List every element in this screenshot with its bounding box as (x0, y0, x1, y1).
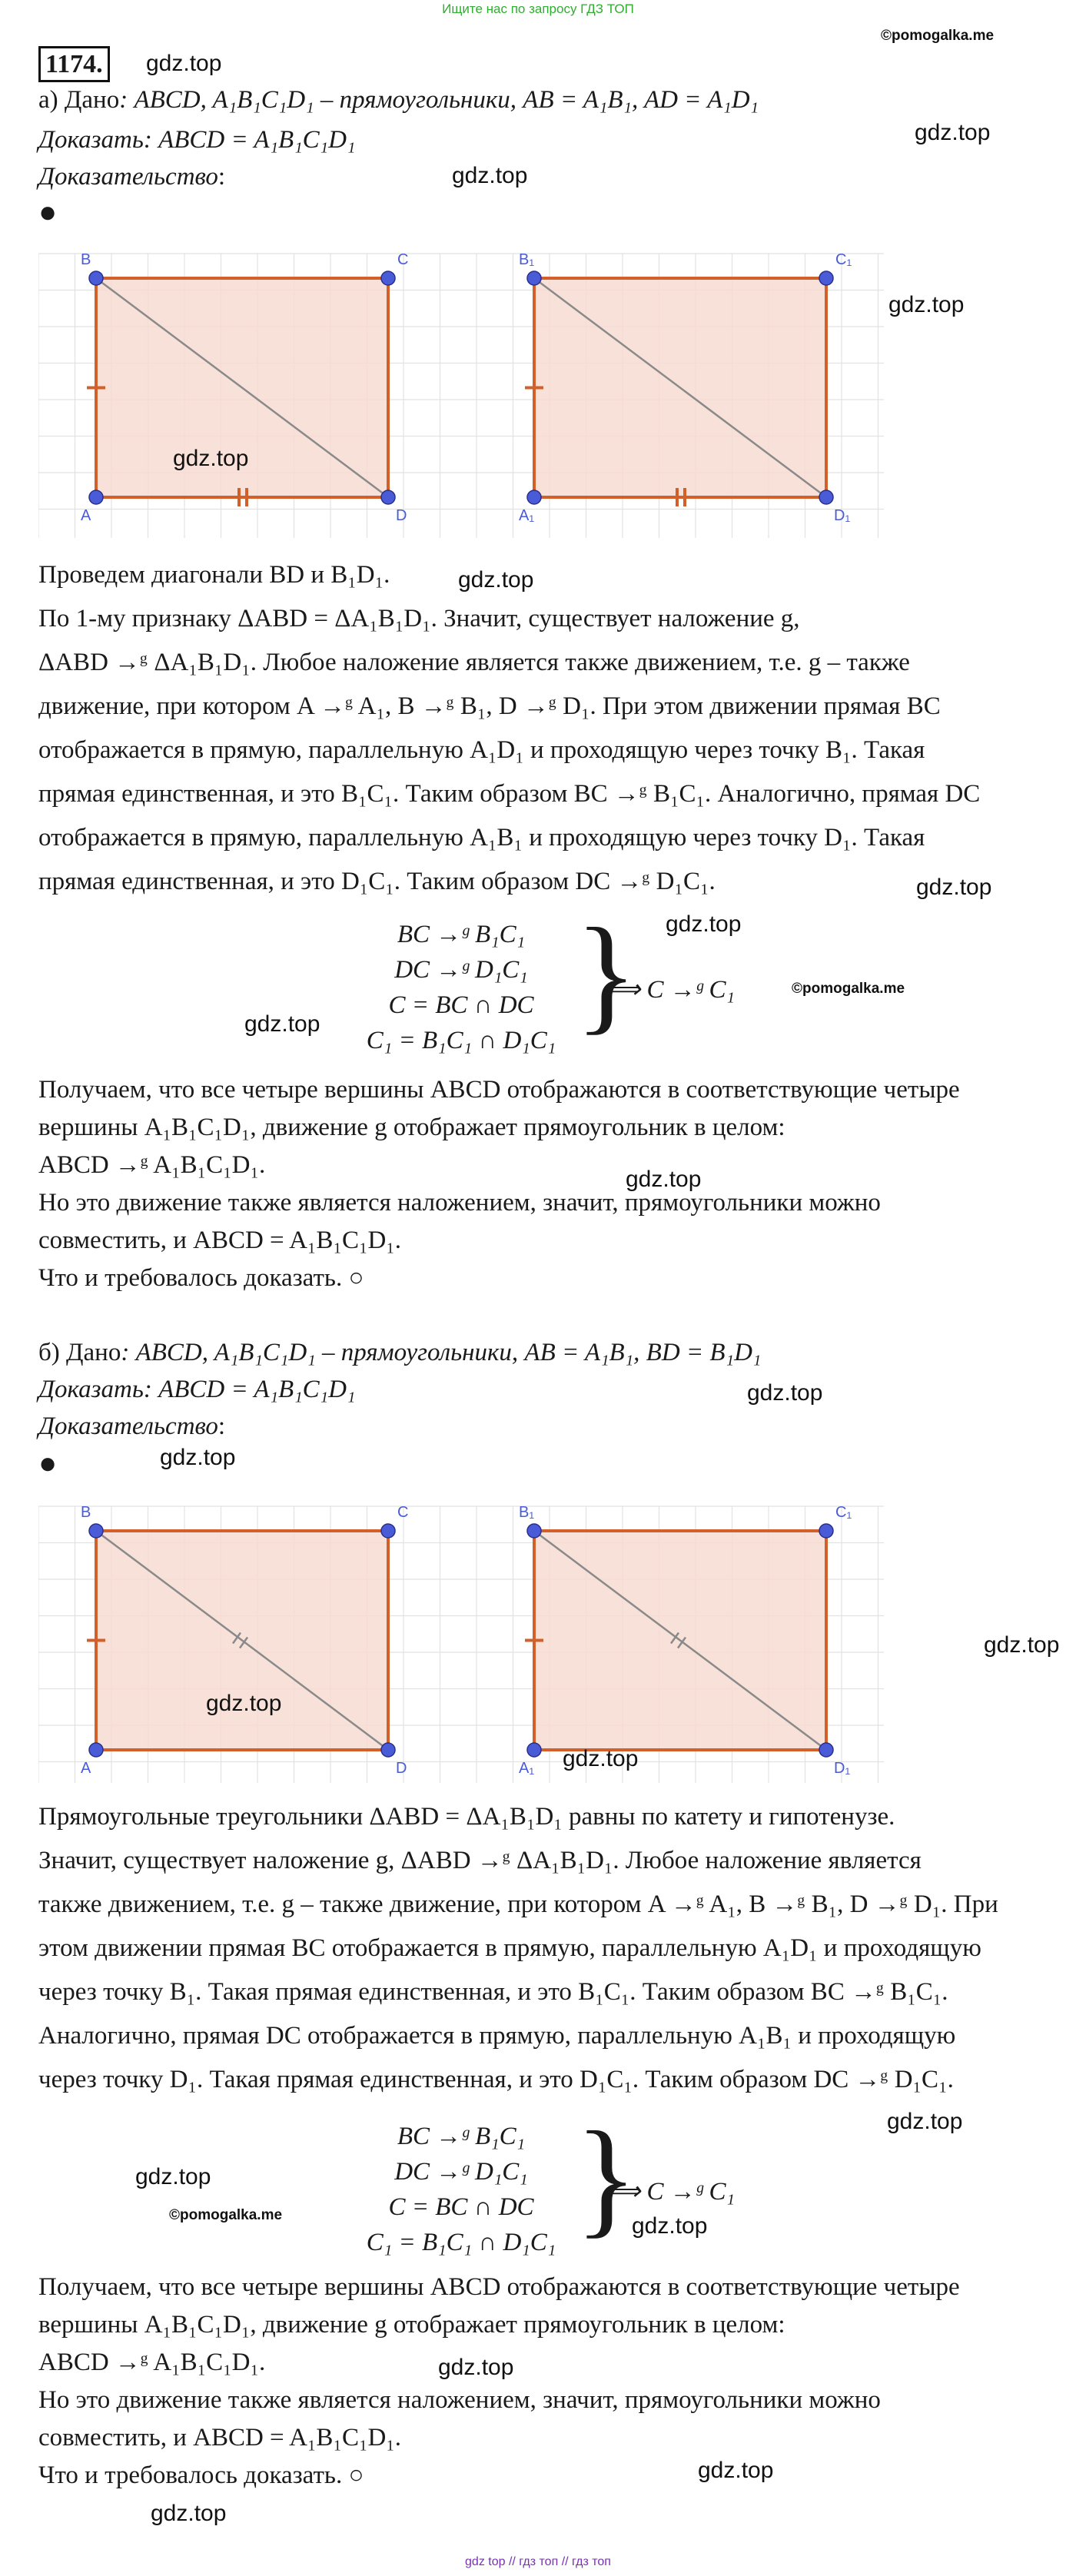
proof-line: ABCD →ᵍ A₁B₁C₁D₁. (38, 2349, 266, 2376)
proof-line: через точку B₁. Такая прямая единственная, и это B₁C₁. Таким образом BC →ᵍ B₁C₁. (38, 1978, 948, 2006)
top-banner[interactable]: Ищите нас по запросу ГДЗ ТОП (442, 2, 634, 16)
watermark: gdz.top (915, 120, 991, 145)
proof-line: прямая единственная, и это D₁C₁. Таким образом DC →ᵍ D₁C₁. (38, 868, 716, 895)
vertex-label: A₁ (519, 507, 535, 524)
system-a (338, 919, 584, 1061)
vertex-label: B (81, 251, 91, 268)
bullet: ● (38, 194, 58, 229)
vertex-point (819, 271, 833, 285)
watermark: gdz.top (160, 1445, 236, 1470)
system-line: C = BC ∩ DC (388, 991, 534, 1019)
given-text: : ABCD, A₁B₁C₁D₁ – прямоугольники, AB = A₁B₁, AD = A₁D₁ (119, 86, 759, 114)
vertex-point (381, 271, 395, 285)
system-line: C = BC ∩ DC (388, 2193, 534, 2221)
proof-line: Что и требовалось доказать. ○ (38, 1264, 364, 1292)
proof-line: Значит, существует наложение g, ΔABD →ᵍ ΔA₁B₁D₁. Любое наложение является (38, 1847, 922, 1874)
vertex-point (527, 1743, 541, 1757)
proof-line: также движением, т.е. g – также движение, при котором A →ᵍ A₁, B →ᵍ B₁, D →ᵍ D₁. При (38, 1891, 998, 1918)
task-number: 1174. (38, 46, 110, 82)
proof-line: движение, при котором A →ᵍ A₁, B →ᵍ B₁, D →ᵍ D₁. При этом движении прямая BC (38, 692, 941, 720)
proof-label: Доказательство (38, 163, 218, 191)
system-b (338, 2121, 584, 2262)
vertex-label: B₁ (519, 251, 535, 268)
system-line: DC →ᵍ D₁C₁ (394, 2158, 528, 2186)
vertex-point (527, 271, 541, 285)
proof-line: этом движении прямая BC отображается в прямую, параллельную A₁D₁ и проходящую (38, 1934, 981, 1962)
system-line: BC →ᵍ B₁C₁ (397, 921, 526, 948)
watermark: gdz.top (888, 292, 965, 317)
vertex-point (89, 271, 103, 285)
vertex-label: A₁ (519, 1760, 535, 1777)
site-mark: ©pomogalka.me (881, 28, 995, 44)
proof-line: Получаем, что все четыре вершины ABCD отображаются в соответствующие четыре (38, 2273, 960, 2301)
figure-a (38, 238, 922, 553)
proof-line: вершины A₁B₁C₁D₁, движение g отображает прямоугольник в целом: (38, 1114, 785, 1141)
vertex-point (381, 1524, 395, 1538)
proof-line: По 1-му признаку ΔABD = ΔA₁B₁D₁. Значит, существует наложение g, (38, 605, 800, 632)
system-result: ⟹ C →ᵍ C₁ (604, 976, 735, 1004)
proof-line: Прямоугольные треугольники ΔABD = ΔA₁B₁D₁ равны по катету и гипотенузе. (38, 1803, 895, 1831)
watermark: gdz.top (887, 2109, 963, 2134)
part-b-given (38, 1337, 761, 1368)
watermark: gdz.top (698, 2458, 774, 2483)
watermark: gdz.top (438, 2355, 514, 2380)
given-label: б) Дано (38, 1339, 121, 1366)
proof-line: Но это движение также является наложением, значит, прямоугольники можно (38, 1189, 881, 1217)
watermark: gdz.top (984, 1632, 1060, 1658)
proof-line: Но это движение также является наложением, значит, прямоугольники можно (38, 2386, 881, 2414)
vertex-label: D (396, 507, 407, 524)
system-line: C₁ = B₁C₁ ∩ D₁C₁ (366, 2229, 556, 2256)
prove-label: Доказать (38, 1376, 144, 1403)
proof-line: отображается в прямую, параллельную A₁D₁ и проходящую через точку B₁. Такая (38, 736, 925, 764)
proof-line: прямая единственная, и это B₁C₁. Таким образом BC →ᵍ B₁C₁. Аналогично, прямая DC (38, 780, 981, 808)
vertex-point (527, 490, 541, 504)
vertex-point (381, 1743, 395, 1757)
part-b-prove (38, 1374, 355, 1405)
vertex-label: C₁ (835, 251, 852, 268)
proof-colon: : (218, 1412, 226, 1440)
proof-line: отображается в прямую, параллельную A₁B₁ и проходящую через точку D₁. Такая (38, 824, 925, 851)
watermark: gdz.top (244, 1011, 320, 1037)
vertex-label: C₁ (835, 1504, 852, 1521)
proof-colon: : (218, 163, 226, 191)
vertex-point (89, 1743, 103, 1757)
vertex-point (89, 1524, 103, 1538)
proof-line: ABCD →ᵍ A₁B₁C₁D₁. (38, 1151, 266, 1179)
vertex-label: B (81, 1504, 91, 1521)
watermark: gdz.top (626, 1167, 702, 1192)
watermark: gdz.top (151, 2501, 227, 2526)
system-line: C₁ = B₁C₁ ∩ D₁C₁ (366, 1027, 556, 1054)
prove-label: Доказать (38, 126, 144, 154)
proof-line: ΔABD →ᵍ ΔA₁B₁D₁. Любое наложение является также движением, т.е. g – также (38, 649, 910, 676)
proof-line: вершины A₁B₁C₁D₁, движение g отображает прямоугольник в целом: (38, 2311, 785, 2339)
vertex-label: C (397, 251, 409, 268)
vertex-label: D (396, 1760, 407, 1777)
watermark: gdz.top (458, 567, 534, 593)
proof-line: Аналогично, прямая DC отображается в прямую, параллельную A₁B₁ и проходящую (38, 2022, 956, 2050)
site-mark: ©pomogalka.me (792, 981, 905, 997)
vertex-label: C (397, 1504, 409, 1521)
system-line: BC →ᵍ B₁C₁ (397, 2123, 526, 2150)
part-a-prove (38, 124, 355, 155)
vertex-point (819, 490, 833, 504)
part-b-proof-heading (38, 1411, 225, 1442)
site-mark: ©pomogalka.me (169, 2207, 283, 2223)
vertex-point (527, 1524, 541, 1538)
given-label: а) Дано (38, 86, 120, 114)
brace: } (575, 901, 638, 1046)
watermark: gdz.top (146, 51, 222, 76)
watermark: gdz.top (916, 875, 992, 900)
prove-text: : ABCD = A₁B₁C₁D₁ (143, 1376, 356, 1403)
vertex-label: A (81, 507, 91, 524)
proof-line: Проведем диагонали BD и B₁D₁. (38, 561, 390, 589)
watermark: gdz.top (206, 1691, 282, 1716)
figure-b (38, 1491, 922, 1798)
proof-line: совместить, и ABCD = A₁B₁C₁D₁. (38, 1227, 402, 1254)
brace: } (575, 2105, 638, 2249)
watermark: gdz.top (173, 446, 249, 471)
watermark: gdz.top (135, 2164, 211, 2189)
prove-text: : ABCD = A₁B₁C₁D₁ (143, 126, 356, 154)
watermark: gdz.top (666, 911, 742, 937)
part-a-proof-heading (38, 161, 225, 192)
vertex-point (381, 490, 395, 504)
vertex-label: D₁ (834, 1760, 851, 1777)
part-a-given (38, 85, 759, 115)
proof-line: через точку D₁. Такая прямая единственная, и это D₁C₁. Таким образом DC →ᵍ D₁C₁. (38, 2066, 954, 2093)
system-line: DC →ᵍ D₁C₁ (394, 956, 528, 984)
vertex-label: A (81, 1760, 91, 1777)
proof-line: Получаем, что все четыре вершины ABCD отображаются в соответствующие четыре (38, 1076, 960, 1104)
watermark: gdz.top (632, 2213, 708, 2239)
bullet: ● (38, 1446, 58, 1480)
vertex-point (819, 1524, 833, 1538)
watermark: gdz.top (747, 1380, 823, 1406)
given-text: : ABCD, A₁B₁C₁D₁ – прямоугольники, AB = A₁B₁, BD = B₁D₁ (121, 1339, 762, 1366)
bottom-banner[interactable]: gdz top // гдз топ // гдз топ (465, 2555, 611, 2568)
watermark: gdz.top (452, 163, 528, 188)
vertex-point (819, 1743, 833, 1757)
vertex-label: B₁ (519, 1504, 535, 1521)
vertex-label: D₁ (834, 507, 851, 524)
proof-line: совместить, и ABCD = A₁B₁C₁D₁. (38, 2424, 402, 2452)
proof-label: Доказательство (38, 1412, 218, 1440)
vertex-point (89, 490, 103, 504)
watermark: gdz.top (563, 1746, 639, 1771)
proof-line: Что и требовалось доказать. ○ (38, 2461, 364, 2489)
system-result: ⟹ C →ᵍ C₁ (604, 2178, 735, 2206)
